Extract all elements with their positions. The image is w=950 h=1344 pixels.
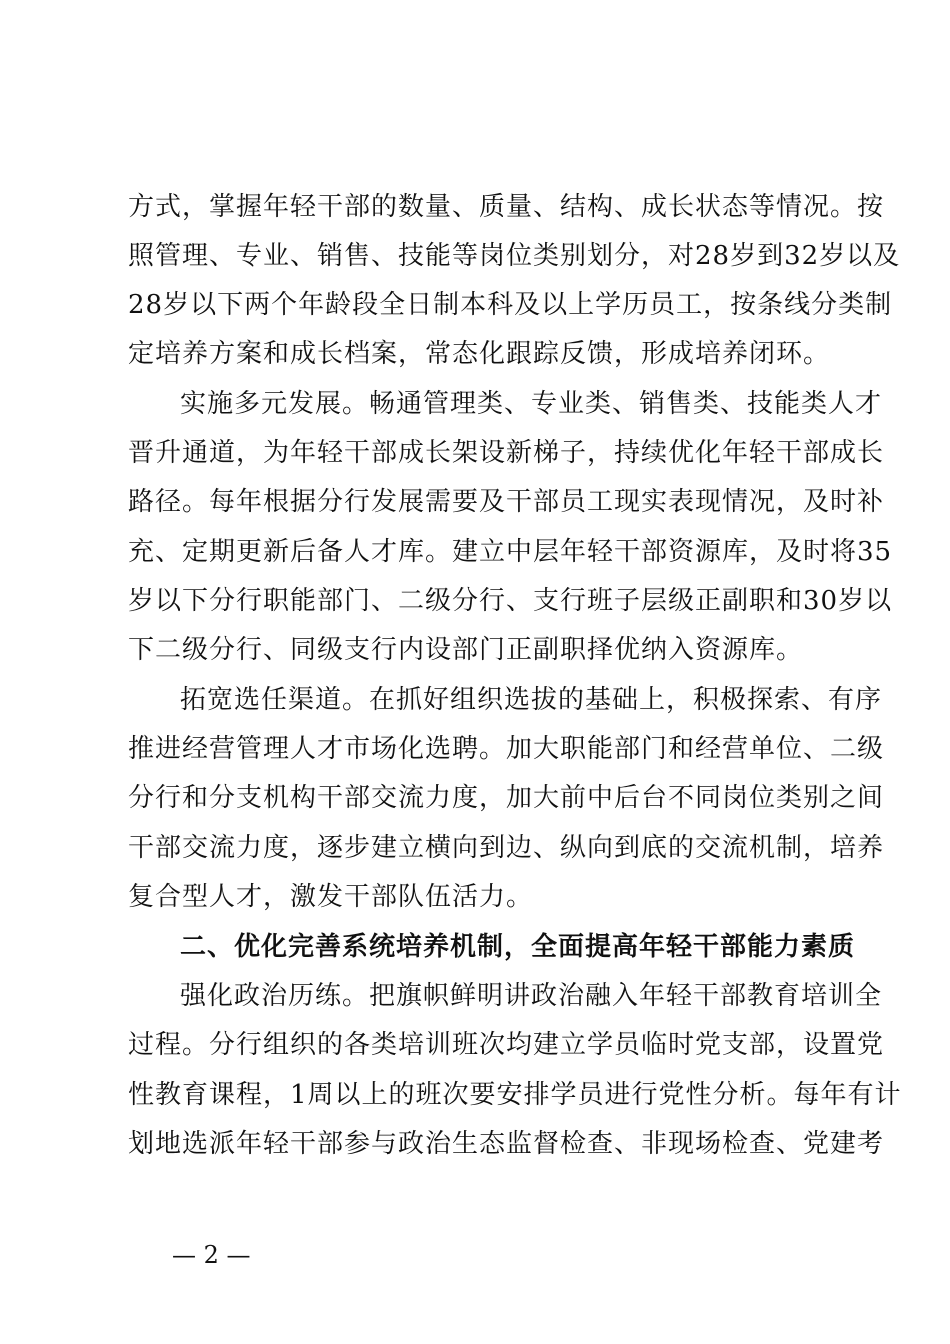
body-text-line: 充、定期更新后备人才库。建立中层年轻干部资源库，及时将35 <box>128 537 893 567</box>
body-text-line: 推进经营管理人才市场化选聘。加大职能部门和经营单位、二级 <box>128 734 885 764</box>
page-number: — 2 — <box>172 1241 251 1269</box>
body-text-line: 晋升通道，为年轻干部成长架设新梯子，持续优化年轻干部成长 <box>128 438 885 468</box>
body-text-line: 定培养方案和成长档案，常态化跟踪反馈，形成培养闭环。 <box>128 339 831 369</box>
body-text-line: 路径。每年根据分行发展需要及干部员工现实表现情况，及时补 <box>128 487 885 517</box>
body-text-line: 划地选派年轻干部参与政治生态监督检查、非现场检查、党建考 <box>128 1129 885 1159</box>
body-text-line: 干部交流力度，逐步建立横向到边、纵向到底的交流机制，培养 <box>128 833 885 863</box>
body-text-line: 下二级分行、同级支行内设部门正副职择优纳入资源库。 <box>128 635 804 665</box>
body-text-line: 性教育课程，1周以上的班次要安排学员进行党性分析。每年有计 <box>128 1080 902 1110</box>
body-text-line: 28岁以下两个年龄段全日制本科及以上学历员工，按条线分类制 <box>128 290 893 320</box>
body-text-line: 复合型人才，激发干部队伍活力。 <box>128 882 534 912</box>
paragraph-first-line: 拓宽选任渠道。在抓好组织选拔的基础上，积极探索、有序 <box>180 685 883 715</box>
paragraph-first-line: 实施多元发展。畅通管理类、专业类、销售类、技能类人才 <box>180 389 883 419</box>
body-text-line: 过程。分行组织的各类培训班次均建立学员临时党支部，设置党 <box>128 1030 885 1060</box>
body-text-line: 照管理、专业、销售、技能等岗位类别划分，对28岁到32岁以及 <box>128 241 901 271</box>
body-text-line: 分行和分支机构干部交流力度，加大前中后台不同岗位类别之间 <box>128 783 885 813</box>
paragraph-first-line: 强化政治历练。把旗帜鲜明讲政治融入年轻干部教育培训全 <box>180 981 883 1011</box>
body-text-line: 方式，掌握年轻干部的数量、质量、结构、成长状态等情况。按 <box>128 192 885 222</box>
body-text-line: 岁以下分行职能部门、二级分行、支行班子层级正副职和30岁以 <box>128 586 893 616</box>
section-heading: 二、优化完善系统培养机制，全面提高年轻干部能力素质 <box>180 932 856 962</box>
